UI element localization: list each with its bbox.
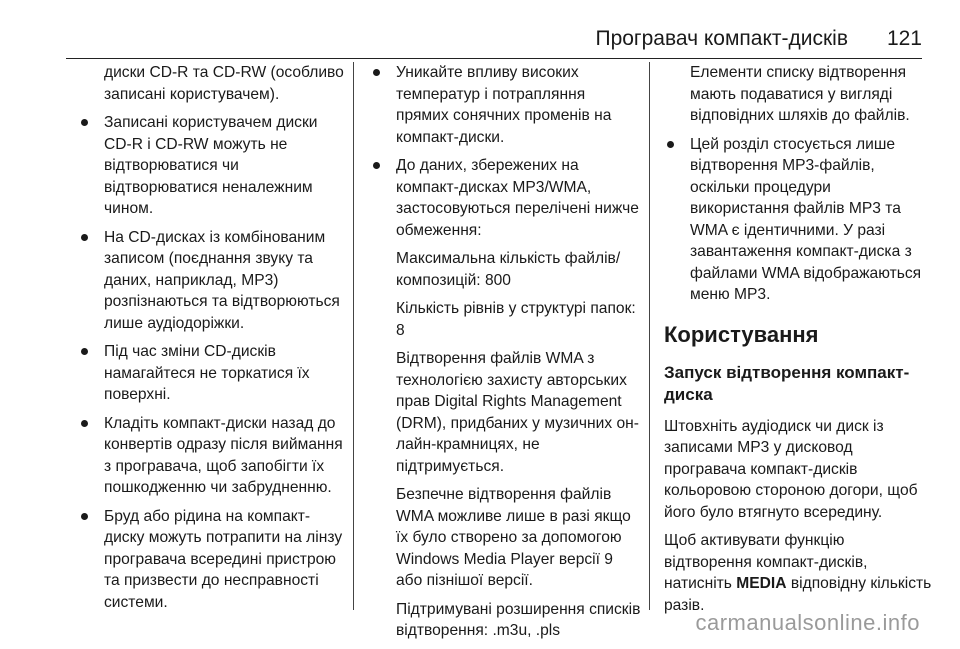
bullet-list — [664, 134, 934, 306]
list-item: До даних, збережених на компакт-дисках MP3/WMA, застосовуються перелічені нижче обмеження: — [370, 155, 642, 241]
bullet-list — [370, 62, 642, 241]
column-3 — [664, 62, 934, 623]
paragraph: Щоб активувати функцію відтворення компакт-дисків, натисніть MEDIA відповідну кількість разів. — [664, 532, 932, 614]
column-1 — [78, 62, 348, 620]
paragraph: Штовхніть аудіодиск чи диск із записами MP3 у дисковод програвача компакт-дисків кольоровою стороною догори, щоб його було втягнуто всередину. — [664, 417, 918, 521]
restriction-item: Кількість рівнів у структурі папок: 8 — [396, 300, 636, 339]
list-item: Записані користувачем диски CD-R і CD-RW можуть не відтворюватися чи відтворюватися неналежним чином. — [78, 112, 348, 220]
watermark: carmanualsonline.info — [695, 610, 920, 635]
restriction-item: Відтворення файлів WMA з технологією захисту авторських прав Digital Rights Management (DRM), придбаних у музичних он-лайн-крамницях, не підтримується. — [396, 350, 639, 475]
header-divider — [66, 58, 922, 59]
list-item: Кладіть компакт-диски назад до конвертів одразу після виймання з програвача, щоб запобігти їх пошкодженню чи забрудненню. — [78, 413, 348, 499]
bullet-icon — [373, 69, 380, 76]
bullet-icon — [81, 234, 88, 241]
bullet-icon — [81, 119, 88, 126]
bullet-icon — [373, 162, 380, 169]
bullet-list — [78, 112, 348, 613]
bullet-icon — [81, 420, 88, 427]
column-2 — [370, 62, 642, 649]
section-heading: Користування — [664, 321, 819, 347]
list-item: Бруд або рідина на компакт-диску можуть потрапити на лінзу програвача всередині пристрою та призвести до несправності системи. — [78, 506, 348, 614]
continued-text: диски CD-R та CD-RW (особливо записані користувачем). — [104, 64, 344, 103]
list-item: Цей розділ стосується лише відтворення MP3-файлів, оскільки процедури використання файлів MP3 та WMA є ідентичними. У разі завантаження компакт-диска з файлами WMA відображаються меню MP3. — [664, 134, 934, 306]
restriction-item: Підтримувані розширення списків відтворення: .m3u, .pls — [396, 600, 641, 639]
bullet-icon — [667, 141, 674, 148]
page-title: Програвач компакт-дисків — [595, 27, 848, 50]
column-divider-1 — [353, 62, 354, 610]
bullet-icon — [81, 348, 88, 355]
list-item: Уникайте впливу високих температур і потрапляння прямих сонячних променів на компакт-диски. — [370, 62, 642, 148]
page-number: 121 — [886, 27, 922, 50]
bullet-icon — [81, 513, 88, 520]
list-item: На CD-дисках із комбінованим записом (поєднання звуку та даних, наприклад, MP3) розпізнаються та відтворюються лише аудіодоріжки. — [78, 227, 348, 335]
restriction-item: Безпечне відтворення файлів WMA можливе лише в разі якщо їх було створено за допомогою Windows Media Player версії 9 або пізнішої версії. — [396, 486, 631, 589]
continued-text: Елементи списку відтворення мають подаватися у вигляді відповідних шляхів до файлів. — [690, 64, 910, 124]
page-header — [0, 0, 960, 58]
column-divider-2 — [649, 62, 650, 610]
media-key-label: MEDIA — [736, 575, 787, 592]
restriction-item: Максимальна кількість файлів/композицій: 800 — [396, 250, 621, 289]
subsection-heading: Запуск відтворення компакт-диска — [664, 362, 910, 404]
list-item: Під час зміни CD-дисків намагайтеся не торкатися їх поверхні. — [78, 341, 348, 406]
